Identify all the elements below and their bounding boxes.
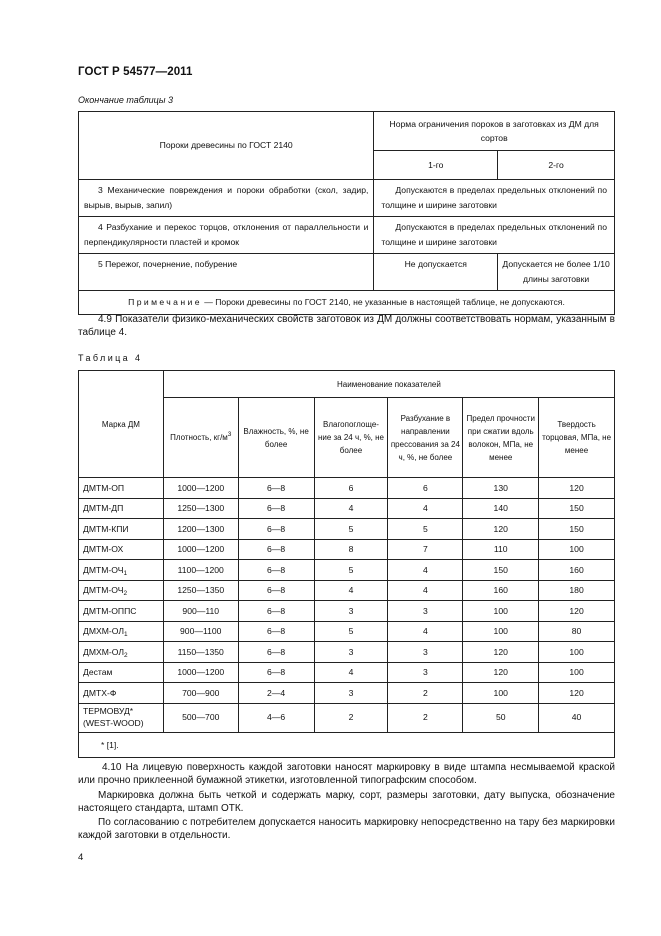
table3-defect-cell: 3 Механические повреждения и пороки обработки (скол, задир, вырыв, вырыв, запил) bbox=[79, 180, 374, 217]
table-3 bbox=[78, 111, 615, 315]
table-row bbox=[79, 703, 615, 732]
table4-cell-swelling: 3 bbox=[388, 601, 463, 622]
table4-cell-mark: ДМТМ-КПИ bbox=[79, 519, 164, 540]
table4-cell-strength: 160 bbox=[463, 580, 539, 601]
table4-cell-absorption: 3 bbox=[314, 642, 388, 663]
table4-cell-humidity: 4—6 bbox=[238, 703, 314, 732]
table3-defect-cell: 4 Разбухание и перекос торцов, отклонения от параллельности и перпендикулярности пластей и кромок bbox=[79, 217, 374, 254]
table4-cell-hardness: 120 bbox=[539, 683, 615, 704]
table-row bbox=[79, 254, 615, 291]
table4-cell-humidity: 6—8 bbox=[238, 662, 314, 683]
table4-cell-swelling: 2 bbox=[388, 683, 463, 704]
table4-cell-absorption: 2 bbox=[314, 703, 388, 732]
table4-cell-humidity: 2—4 bbox=[238, 683, 314, 704]
table4-cell-swelling: 4 bbox=[388, 498, 463, 519]
table4-cell-absorption: 8 bbox=[314, 539, 388, 560]
table4-cell-strength: 120 bbox=[463, 519, 539, 540]
table4-cell-mark: Дестам bbox=[79, 662, 164, 683]
table4-cell-strength: 100 bbox=[463, 683, 539, 704]
table4-cell-humidity: 6—8 bbox=[238, 621, 314, 642]
paragraph-marking: Маркировка должна быть четкой и содержать марку, сорт, размеры заготовки, дату выпуска, обозначение настоящего стандарта, штамп ОТК. bbox=[78, 790, 615, 815]
table4-cell-hardness: 160 bbox=[539, 560, 615, 581]
table4-cell-density: 1000—1200 bbox=[163, 478, 238, 499]
table-4 bbox=[78, 370, 615, 758]
table4-cell-hardness: 180 bbox=[539, 580, 615, 601]
table4-cell-humidity: 6—8 bbox=[238, 519, 314, 540]
table4-body bbox=[79, 478, 615, 704]
table4-cell-strength: 130 bbox=[463, 478, 539, 499]
table4-cell-absorption: 5 bbox=[314, 621, 388, 642]
table4-col-strength: Предел прочности при сжатии вдоль волокон, МПа, не менее bbox=[463, 398, 539, 478]
note-text: — Пороки древесины по ГОСТ 2140, не указанные в настоящей таблице, не допускаются. bbox=[201, 297, 565, 307]
table3-grade2-cell: Допускается не более 1/10 длины заготовки bbox=[498, 254, 615, 291]
table4-col-density: Плотность, $кг/м^3$ bbox=[163, 398, 238, 478]
paragraph-4-9: 4.9 Показатели физико-механических свойств заготовок из ДМ должны соответствовать нормам, указанным в таблице 4. bbox=[78, 314, 615, 339]
table4-cell-density: 700—900 bbox=[163, 683, 238, 704]
table4-cell-mark: ТЕРМОВУД* (WEST-WOOD) bbox=[79, 703, 164, 732]
table4-cell-humidity: 6—8 bbox=[238, 601, 314, 622]
table-row bbox=[79, 642, 615, 663]
table4-cell-mark: ДМТМ-ОП bbox=[79, 478, 164, 499]
table4-cell-mark: ДМТМ-$ОЧ_1$ bbox=[79, 560, 164, 581]
table4-cell-density: 1000—1200 bbox=[163, 539, 238, 560]
table3-defect-cell: 5 Пережог, почернение, побурение bbox=[79, 254, 374, 291]
table4-cell-strength: 50 bbox=[463, 703, 539, 732]
table4-footnote-row bbox=[79, 732, 615, 757]
table-row bbox=[79, 621, 615, 642]
table4-cell-humidity: 6—8 bbox=[238, 539, 314, 560]
table4-cell-mark: ДМХМ-$ОЛ_2$ bbox=[79, 642, 164, 663]
table4-cell-strength: 120 bbox=[463, 642, 539, 663]
table4-cell-mark: ДМТХ-Ф bbox=[79, 683, 164, 704]
table4-cell-strength: 100 bbox=[463, 601, 539, 622]
table4-cell-hardness: 150 bbox=[539, 498, 615, 519]
table4-cell-humidity: 6—8 bbox=[238, 642, 314, 663]
table4-col-humidity: Влажность, %, не более bbox=[238, 398, 314, 478]
table4-cell-hardness: 100 bbox=[539, 539, 615, 560]
table4-cell-hardness: 100 bbox=[539, 662, 615, 683]
table4-cell-density: 1250—1350 bbox=[163, 580, 238, 601]
table4-col-hardness: Твердость торцовая, МПа, не менее bbox=[539, 398, 615, 478]
table4-cell-swelling: 2 bbox=[388, 703, 463, 732]
table4-cell-density: 900—110 bbox=[163, 601, 238, 622]
table4-cell-density: 1000—1200 bbox=[163, 662, 238, 683]
table4-cell-absorption: 3 bbox=[314, 683, 388, 704]
table4-cell-mark: ДМТМ-ОХ bbox=[79, 539, 164, 560]
table3-col-norm: Норма ограничения пороков в заготовках из ДМ для сортов bbox=[374, 112, 615, 151]
table-row bbox=[79, 601, 615, 622]
table4-cell-density: 1250—1300 bbox=[163, 498, 238, 519]
table4-cell-humidity: 6—8 bbox=[238, 498, 314, 519]
table4-cell-hardness: 80 bbox=[539, 621, 615, 642]
table4-cell-swelling: 4 bbox=[388, 560, 463, 581]
table4-caption: Таблица 4 bbox=[78, 353, 143, 363]
table3-norm-cell: Допускаются в пределах предельных отклонений по толщине и ширине заготовки bbox=[374, 217, 615, 254]
table4-cell-humidity: 6—8 bbox=[238, 478, 314, 499]
table4-cell-hardness: 150 bbox=[539, 519, 615, 540]
table4-cell-density: 500—700 bbox=[163, 703, 238, 732]
table3-norm-cell: Допускаются в пределах предельных отклонений по толщине и ширине заготовки bbox=[374, 180, 615, 217]
table4-cell-absorption: 4 bbox=[314, 498, 388, 519]
table4-col-absorption: Влагопоглоще-ние за 24 ч, %, не более bbox=[314, 398, 388, 478]
table3-caption: Окончание таблицы 3 bbox=[78, 95, 173, 105]
table-row bbox=[79, 662, 615, 683]
table4-cell-swelling: 4 bbox=[388, 580, 463, 601]
table4-cell-mark: ДМХМ-$ОЛ_1$ bbox=[79, 621, 164, 642]
table4-cell-humidity: 6—8 bbox=[238, 560, 314, 581]
table4-cell-hardness: 120 bbox=[539, 478, 615, 499]
table4-cell-strength: 150 bbox=[463, 560, 539, 581]
table4-cell-hardness: 120 bbox=[539, 601, 615, 622]
table-row bbox=[79, 683, 615, 704]
table3-header-row bbox=[79, 112, 615, 151]
table4-footnote: * [1]. bbox=[79, 732, 615, 757]
table4-col-mark: Марка ДМ bbox=[79, 371, 164, 478]
table4-cell-absorption: 5 bbox=[314, 519, 388, 540]
note-label: Примечание bbox=[128, 297, 202, 307]
table4-cell-density: 900—1100 bbox=[163, 621, 238, 642]
table-row bbox=[79, 519, 615, 540]
paragraph-4-10: 4.10 На лицевую поверхность каждой заготовки наносят маркировку в виде штампа несмываемой краской или прочно приклеенной бумажной этикетки, изготовленной типографским способом. bbox=[78, 762, 615, 787]
table3-col-defects: Пороки древесины по ГОСТ 2140 bbox=[79, 112, 374, 180]
table4-cell-humidity: 6—8 bbox=[238, 580, 314, 601]
table-row bbox=[79, 580, 615, 601]
table4-cell-swelling: 3 bbox=[388, 662, 463, 683]
paragraph-agreement: По согласованию с потребителем допускается наносить маркировку непосредственно на тару без маркировки каждой заготовки в отдельности. bbox=[78, 817, 615, 842]
table4-cell-swelling: 7 bbox=[388, 539, 463, 560]
table4-cell-hardness: 100 bbox=[539, 642, 615, 663]
table-row bbox=[79, 560, 615, 581]
table-row bbox=[79, 478, 615, 499]
table4-cell-absorption: 6 bbox=[314, 478, 388, 499]
table3-note-row bbox=[79, 291, 615, 315]
table4-cell-mark: ДМТМ-ОППС bbox=[79, 601, 164, 622]
table4-cell-strength: 140 bbox=[463, 498, 539, 519]
table-row bbox=[79, 539, 615, 560]
table4-cell-swelling: 4 bbox=[388, 621, 463, 642]
document-header: ГОСТ Р 54577—2011 bbox=[78, 66, 193, 78]
table4-cell-swelling: 6 bbox=[388, 478, 463, 499]
table4-cell-hardness: 40 bbox=[539, 703, 615, 732]
table4-cell-strength: 120 bbox=[463, 662, 539, 683]
table4-cell-density: 1150—1350 bbox=[163, 642, 238, 663]
table4-cell-strength: 110 bbox=[463, 539, 539, 560]
table4-cell-absorption: 4 bbox=[314, 580, 388, 601]
page-number: 4 bbox=[78, 852, 84, 863]
table4-col-swelling: Разбухание в направлении прессования за 24 ч, %, не более bbox=[388, 398, 463, 478]
table3-note bbox=[79, 291, 615, 315]
table4-col-group: Наименование показателей bbox=[163, 371, 614, 398]
table4-cell-absorption: 5 bbox=[314, 560, 388, 581]
table-row bbox=[79, 498, 615, 519]
table4-cell-mark: ДМТМ-ДП bbox=[79, 498, 164, 519]
table4-cell-absorption: 4 bbox=[314, 662, 388, 683]
table4-cell-absorption: 3 bbox=[314, 601, 388, 622]
table3-col-grade1: 1-го bbox=[374, 151, 498, 180]
table4-cell-mark: ДМТМ-$ОЧ_2$ bbox=[79, 580, 164, 601]
table-row bbox=[79, 180, 615, 217]
table3-grade1-cell: Не допускается bbox=[374, 254, 498, 291]
table4-cell-strength: 100 bbox=[463, 621, 539, 642]
table4-cell-density: 1100—1200 bbox=[163, 560, 238, 581]
table-row bbox=[79, 217, 615, 254]
table4-cell-swelling: 5 bbox=[388, 519, 463, 540]
table4-cell-swelling: 3 bbox=[388, 642, 463, 663]
table3-col-grade2: 2-го bbox=[498, 151, 615, 180]
table4-cell-density: 1200—1300 bbox=[163, 519, 238, 540]
